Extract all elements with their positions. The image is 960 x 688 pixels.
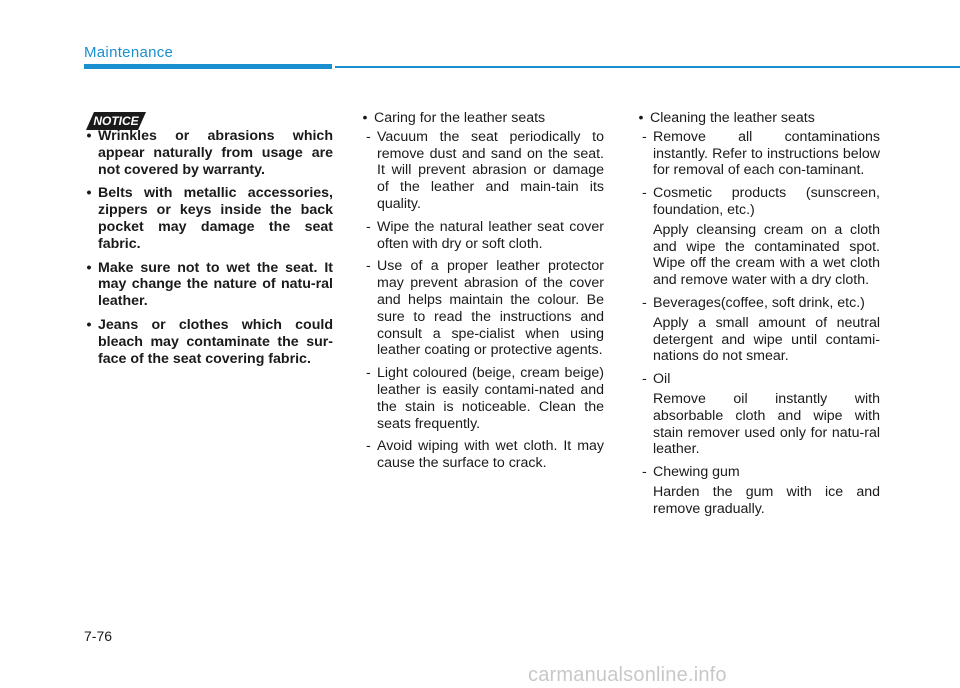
notice-list — [80, 128, 333, 367]
bullet-dot: • — [362, 110, 368, 126]
bullet-dot: • — [638, 110, 644, 126]
notice-column — [80, 128, 333, 374]
cleaning-title-text: Cleaning the leather seats — [650, 110, 815, 126]
caring-item — [366, 129, 604, 213]
notice-item — [80, 128, 333, 178]
caring-item-text: Vacuum the seat periodically to remove dust and sand on the seat. It will prevent abrasion or damage of the leather and main-tain its quality. — [377, 128, 604, 212]
bullet-dot: • — [86, 128, 92, 144]
cleaning-item-head: Remove all contaminations instantly. Refer to instructions below for removal of each con-taminant. — [653, 128, 880, 179]
bullet-dot: • — [86, 185, 92, 202]
caring-title — [356, 110, 604, 127]
cleaning-item-head: Beverages(coffee, soft drink, etc.) — [653, 294, 865, 311]
watermark: carmanualsonline.info — [528, 664, 727, 686]
notice-item-text: Jeans or clothes which could bleach may contaminate the sur-face of the seat covering fabric. — [98, 316, 333, 367]
cleaning-item — [642, 464, 880, 517]
cleaning-item-body: Remove oil instantly with absorbable cloth and wipe with stain remover used only for natu-ral leather. — [653, 390, 880, 458]
caring-item-text: Light coloured (beige, cream beige) leather is easily contami-nated and the stain is noticeable. Clean the seats frequently. — [377, 365, 604, 432]
caring-item-text: Wipe the natural leather seat cover often with dry or soft cloth. — [377, 218, 604, 252]
caring-column — [356, 110, 604, 478]
notice-item — [80, 260, 333, 310]
caring-title-text: Caring for the leather seats — [374, 110, 546, 126]
cleaning-item-body: Apply a small amount of neutral detergent and wipe until contami-nations do not smear. — [653, 314, 880, 365]
cleaning-item-body: Apply cleansing cream on a cloth and wipe the contaminated spot. Wipe off the cream with a wet cloth and remove water with a dry cloth. — [653, 221, 880, 289]
dash-mark: - — [366, 218, 371, 235]
caring-item-text: Avoid wiping with wet cloth. It may cause the surface to crack. — [377, 438, 604, 472]
dash-mark: - — [366, 128, 371, 145]
cleaning-item-head: Oil — [653, 371, 671, 388]
page-number: 7-76 — [84, 628, 113, 644]
notice-label: NOTICE — [93, 114, 139, 128]
dash-mark: - — [366, 365, 371, 382]
header-title: Maintenance — [84, 44, 174, 61]
notice-item — [80, 317, 333, 367]
header-rule-thick — [84, 64, 332, 69]
caring-item — [366, 258, 604, 359]
cleaning-item — [642, 371, 880, 458]
notice-item — [80, 185, 333, 252]
caring-item-text: Use of a proper leather protector may prevent abrasion of the cover and helps maintain the colour. Be sure to read the instructions and consult a spe-cialist when using leather coating or protective agents. — [377, 258, 604, 359]
header-rule-thin — [335, 66, 960, 68]
cleaning-column — [632, 110, 880, 524]
bullet-dot: • — [86, 259, 92, 276]
cleaning-item — [642, 129, 880, 179]
cleaning-item-head: Cosmetic products (sunscreen, foundation, etc.) — [653, 185, 880, 218]
cleaning-item-head: Chewing gum — [653, 464, 740, 481]
cleaning-list — [632, 129, 880, 518]
dash-mark: - — [642, 128, 647, 145]
bullet-dot: • — [86, 316, 92, 333]
cleaning-item — [642, 185, 880, 289]
notice-item-text: Make sure not to wet the seat. It may change the nature of natu-ral leather. — [98, 259, 333, 310]
cleaning-title — [632, 110, 880, 127]
cleaning-item — [642, 295, 880, 365]
cleaning-item-body: Harden the gum with ice and remove gradually. — [653, 483, 880, 517]
caring-item — [366, 219, 604, 253]
dash-mark: - — [642, 464, 647, 481]
dash-mark: - — [642, 294, 647, 311]
caring-item — [366, 438, 604, 472]
notice-item-text: Belts with metallic accessories, zippers or keys inside the back pocket may damage the seat fabric. — [98, 185, 333, 252]
dash-mark: - — [642, 371, 647, 388]
dash-mark: - — [366, 258, 371, 275]
dash-mark: - — [642, 185, 647, 202]
notice-item-text: Wrinkles or abrasions which appear naturally from usage are not covered by warranty. — [98, 128, 333, 178]
caring-list — [356, 129, 604, 472]
dash-mark: - — [366, 438, 371, 455]
caring-item — [366, 365, 604, 432]
